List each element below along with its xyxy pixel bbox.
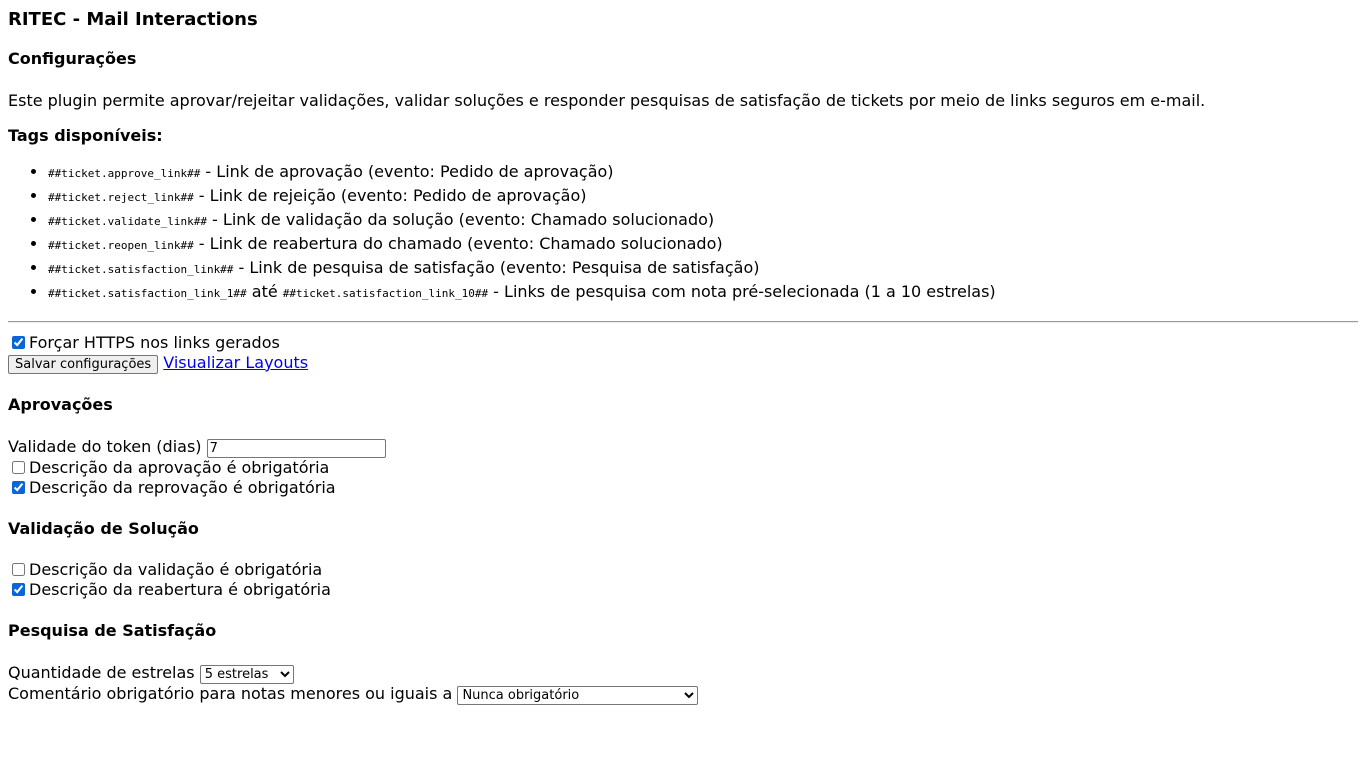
- layouts-link[interactable]: Visualizar Layouts: [163, 352, 309, 372]
- page-title: RITEC - Mail Interactions: [8, 9, 258, 30]
- tag-item: • ##ticket.reject_link## - Link de rejeição (evento: Pedido de aprovação): [48, 185, 1358, 209]
- satisfaction-heading: Pesquisa de Satisfação: [8, 621, 217, 641]
- reopen-desc-checkbox[interactable]: [12, 583, 25, 596]
- force-https-option[interactable]: [8, 333, 1358, 353]
- force-https-checkbox[interactable]: [12, 336, 25, 349]
- stars-label: Quantidade de estrelas: [8, 663, 195, 683]
- comment-threshold-select[interactable]: [457, 686, 698, 705]
- validate-desc-checkbox[interactable]: [12, 563, 25, 576]
- validate-desc-option[interactable]: [8, 560, 1358, 580]
- tag-item: • ##ticket.satisfaction_link## - Link de pesquisa de satisfação (evento: Pesquisa de satisfação): [48, 257, 1358, 281]
- reopen-desc-label: Descrição da reabertura é obrigatória: [29, 580, 331, 600]
- save-button[interactable]: Salvar configurações: [8, 355, 158, 374]
- plugin-description: Este plugin permite aprovar/rejeitar validações, validar soluções e responder pesquisas de satisfação de tickets por meio de links seguros em e-mail.: [8, 91, 1206, 111]
- config-heading: Configurações: [8, 49, 137, 69]
- tag-item: • ##ticket.validate_link## - Link de validação da solução (evento: Chamado solucionado): [48, 209, 1358, 233]
- tag-item: • ##ticket.approve_link## - Link de aprovação (evento: Pedido de aprovação): [48, 161, 1358, 185]
- tag-item: • ##ticket.reopen_link## - Link de reabertura do chamado (evento: Chamado solucionado): [48, 233, 1358, 257]
- divider: [8, 321, 1358, 323]
- token-row: [8, 437, 1358, 458]
- stars-select[interactable]: [200, 665, 294, 684]
- approval-desc-label: Descrição da aprovação é obrigatória: [29, 457, 330, 477]
- approval-desc-checkbox[interactable]: [12, 461, 25, 474]
- approval-desc-option[interactable]: [8, 458, 1358, 478]
- validate-desc-label: Descrição da validação é obrigatória: [29, 560, 323, 580]
- reject-desc-option[interactable]: [8, 478, 1358, 498]
- solution-heading: Validação de Solução: [8, 518, 199, 538]
- force-https-label: Forçar HTTPS nos links gerados: [29, 332, 280, 352]
- tags-heading: Tags disponíveis:: [8, 125, 163, 145]
- reopen-desc-option[interactable]: [8, 580, 1358, 600]
- comment-label: Comentário obrigatório para notas menores ou iguais a: [8, 684, 453, 704]
- tags-list: [8, 161, 1358, 305]
- reject-desc-label: Descrição da reprovação é obrigatória: [29, 477, 336, 497]
- token-validity-input[interactable]: [207, 439, 386, 458]
- approvals-heading: Aprovações: [8, 394, 113, 414]
- tag-item: • ##ticket.satisfaction_link_1## até ##ticket.satisfaction_link_10## - Links de pesquisa com nota pré-selecionada (1 a 10 estrelas): [48, 281, 1358, 305]
- reject-desc-checkbox[interactable]: [12, 481, 25, 494]
- token-label: Validade do token (dias): [8, 436, 202, 456]
